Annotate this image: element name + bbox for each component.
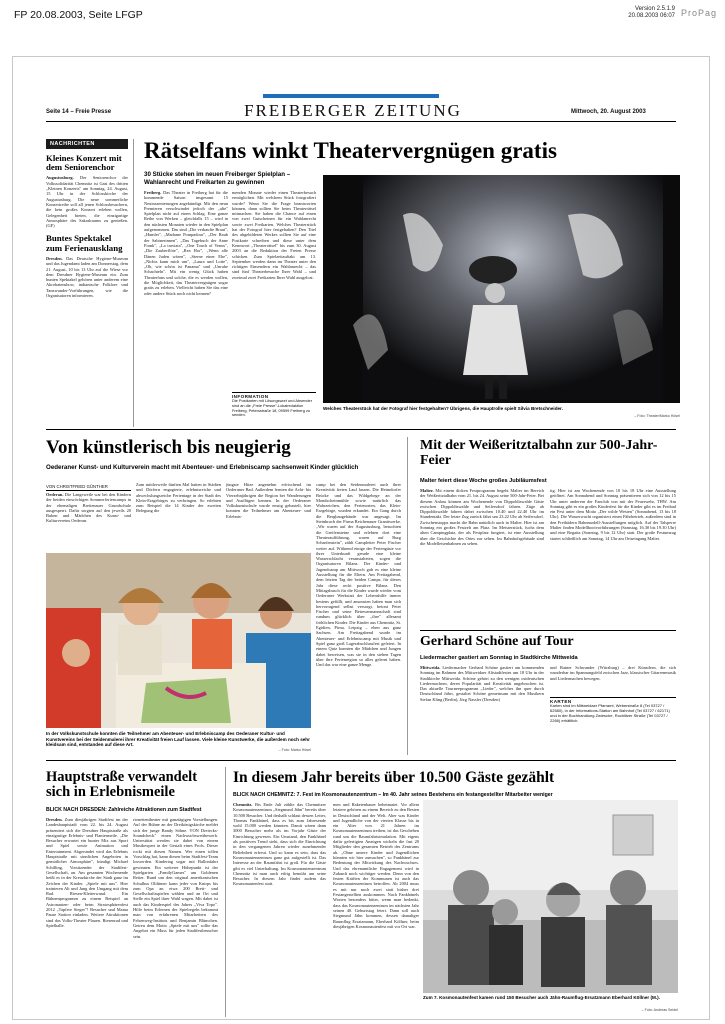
info-text: Die Postkarten mit Lösungswort und Absender sind an die „Freie Presse"-Lokalredaktion Freiberg, Petersstraße 18, 09599 Freiberg zu senden. (232, 398, 313, 418)
masthead-title: FREIBERGER ZEITUNG (244, 101, 462, 120)
silk-photo-caption: In der Volkskunstschule konnten die Teilnehmer am Abenteuer- und Erlebniscamp des Oederaner Kultur- und Kunstvereins bei der Seidenmalerei ihrer Kreativität freien Lauf lassen. Viele kleine Kunstwerke, die außerdem noch sehr kleidsam sind, entstanden auf diese Art. (46, 731, 310, 748)
theater-photo-svg (323, 175, 680, 403)
sidebar-item2-text: Dresden. Das Deutsche Hygiene-Museum und das Jugendamt laden am Donnerstag, dem 21. August, 10 bis 13 Uhr auf die Wiese vor dem Dresdner Hygiene-Museum ein. Zum bunten Spektakel gehören unter anderem eine Akrobatenshow, indianische Folklore und Tanzwunder-Vorführungen, wie die Organisatoren informieren. (46, 255, 128, 298)
second-story-col1: Oederan. Die Langeweile war bei den Kindern der beiden einwöchigen Sommerferiencamps in der ehemaligen Breitenauer Grundschule ausgesperrt. Dafür sorgten auf den jeweils 20 Buben und Mädchen des Kunst- und Kulturvereins Oederan. (46, 492, 131, 524)
right-story2-col1: Mittweida. Liedermacher Gerhard Schöne gastiert am kommenden Sonntag im Rahmen des Mittweidaer Altstadtfestes um 18 Uhr in der Stadtkirche Mittweida. Schöne gehört zu den wenigen ostdeutschen Liedermachern, deren Popularität und Kreativität ungebrochen ist. Das aktuelle Tourneeprogramm „Lieder", welches ihn quer durch Deutschland führt, gestaltet Schöne gemeinsam mit den Musikern Stefan Kling (Berlin), Jörg Nassler (Dresden) (420, 665, 544, 702)
silk-photo-credit: – Foto: Marko Hösel (278, 748, 311, 752)
second-story-col2: Zum mittlerweile fünften Mal hatten in Städten und Dörfern engagierte, erlebnisreiche und abwechslungsreiche Ferientage in der Stadt des Klein-Erzgebirges zu verbringen. So erlebten zum Beispiel die 14 Kinder der zweiten Belegung die (136, 482, 221, 514)
masthead-date: Mittwoch, 20. August 2003 (571, 109, 646, 115)
bottom-right-col1: Chemnitz. Bis Ende Juli zählte das Chemnitzer Kosmonautenzentrum „Siegmund Jähn" bereits über 10.500 Besucher. Und deshalb schlaut dessen Leiter, Thomas Fankhänel, dass es bis zum Jahresende wohl 15.000 werden könnten. Damit wären dann 3000 Besucher mehr als im Vorjahr Gäste der Einrichtung gewesen. Ein Umstand, den Fankhänel als positiven Trend sieht, dass sich die Einrichtung in den vergangenen Jahren wieder zunehmender Beliebtheit erfreut. Und so kann es sein, dass das Kosmonautenzentrum ganz gut aufgestellt ist. Das Interesse an der Raumfahrt ist groß. Für die Gäste gibt es viel Unterhaltung. Im Kosmonautenzentrum Chemnitz ist man auch eifrig bemüht um seine Besucher. In diesem Jahr findet zudem das Kosmonautenfest statt. (233, 802, 326, 887)
tickets-label: KARTEN (550, 697, 676, 704)
sidebar-divider (133, 139, 134, 427)
right-section-rule (420, 630, 676, 631)
top-story-subhead: 30 Stücke stehen im neuen Freiberger Spielplan – Wahlanrecht und Freikarten zu gewinnen (144, 171, 291, 186)
masthead-blue-bar (263, 94, 439, 98)
bottom-right-col2: men und Raketenbauer beheimatet. Vor allem letztere gehören zu einem Bereich zu den Besten in Deutschland und der Welt. Aber was Kinder und Jugendliche von der vierten Klasse bis in ein Alter von 21 Jahren im Kosmonautenzentrum treiben, ist das Geschehen rund um die Raumfahrtsimulation. Mit eigens dafür gefertigten Anzügen wickeln die fast 20 Mitglieder den gesamten Betrieb des Zentrums ab. „Ohne unsere Kinder und Jugendlichen könnten wir hier zumachen", so Fankhänel zur Bedeutung der Mitwirkung des Nachwuchses. Und das ehrenamtliche Engagement wird in Zukunft noch wichtiger werden. Denn von den festen Kräften der Kommunen ist auch das Kosmonautenzentrum betroffen. Ab 2004 muss es mit nur noch zwei statt bisher drei Festangestellten auskommen. Nach Fankhänels Worten besonders bitter, wenn man bedenkt, dass das Kosmonautenzentrum im nächsten Jahr seinen 40. Geburtstag feiert. Dann soll auch Siegmund Jähn kommen, dessen damaliger Raumflug Ersatzmann, Eberhard Köllner, beim diesjährigen Kosmonautenfest mit vor Ort war. (333, 802, 419, 929)
section-rule-1 (46, 429, 676, 430)
top-story-info-box (232, 392, 316, 418)
theater-photo (323, 175, 680, 403)
second-story-subhead: Oederaner Kunst- und Kulturverein macht mit Abenteuer- und Erlebniscamp sachsenweit Kinder glücklich (46, 464, 359, 471)
masthead-rule (46, 121, 676, 122)
theater-photo-caption: Welches Theaterstück hat der Fotograf hier festgehalten? Übrigens, die Hauptrolle spielt Silvia Bretschneider. (323, 406, 563, 411)
bottom-left-headline: Hauptstraße verwandelt sich in Erlebnismeile (46, 769, 198, 801)
second-story-col3: jüngste Hitze angenehm erfrischend im Oederaner Bad. Außerdem lernten die Acht- bis Vierzehnjährigen die Region bei Wanderungen und Ausflügen kennen. In der Oederaner Volkskunstschule wurde emsig gebastelt, hier konnten die Teilnehmer am Abenteuer- und Erlebnis- (226, 482, 311, 519)
pdf-header-left: FP 20.08.2003, Seite LFGP (14, 9, 143, 21)
pdf-header-timestamp: 20.08.2003 06:07 (628, 13, 675, 19)
silk-painting-photo (46, 553, 311, 728)
silk-painting-photo-svg (46, 553, 311, 728)
right-column-divider (407, 437, 408, 755)
section-rule-2 (46, 760, 676, 761)
bottom-right-subhead: BLICK NACH CHEMNITZ: 7. Fest im Kosmonautenzentrum – Im 40. Jahr seines Bestehens ein festangestellter Mitarbeiter weniger (233, 792, 553, 798)
bottom-divider (225, 767, 226, 1017)
masthead-page-label: Seite 14 – Freie Presse (46, 109, 112, 115)
sidebar-item1-title: Kleines Konzert mit dem Seniorenchor (46, 153, 122, 173)
info-label: INFORMATION (232, 392, 316, 399)
sidebar-label: NACHRICHTEN (46, 139, 128, 149)
sidebar-item2-title: Buntes Spektakel zum Ferienausklang (46, 233, 123, 253)
propag-logo: ProPag (680, 8, 717, 18)
newspaper-page (12, 56, 710, 1020)
cosmonaut-photo-credit: – Foto: Andreas Seidel (641, 1008, 678, 1012)
cosmonaut-photo-caption: Zum 7. Kosmonautenfest kamen rund 150 Besucher auch Jähn-Raumflug-Ersatzmann Eberhard Köllner (M.). (423, 995, 660, 1000)
bottom-left-col2: rionettentheater mit ganztägigen Vorstellungen. Auf der Bühne an der Dreikönigskirche meldet sich der junge Randy Söhne. VON Dreiecks-Soundcheck" einen Nachwuchswettbewerb. Unterstützt werden sie dabei von einem Musikexpert in der Gestalt eines Profs. Dieser rockt mit diesen Namen. Wer einen tollen Vorschlag hat, kann diesen beim Stadtfest-Team loswerden. Kindertag sogar mit Ballonfahrt gewinnen. Ein weiterer Höhepunkt ist der Spielgarten „FamilyGames" am Goldenen Reiter. Rund um den original amerikanischen Schulbus Oldtimer kann jeder von Knirps bis zum Opa an etwa 200 Brett- und Gesellschaftsspielen wählen und an Ort und Stelle ein Spiel ihrer Wahl wagen. Mit dabei ist auch das Kinderspiel des Jahres „Viva Topo". Hilfe beim Erlernen der Spielregeln bekommt man von erfahrenen Mitarbeitern des Felsenweg-Instituts und Benjamin Blümchen. Getreu dem Motto „Spiele mit uns" sollte das Angebot ein Muss für jeden Stadtfestbesucher sein. (133, 817, 218, 939)
top-story-col1: Freiberg. Das Theater in Freiberg hat für die kommende Saison insgesamt 15 Neuinszenierungen angekündigt. Mit den neun Premieren verschwindet jedoch der „alte" Spielplan nicht auf einen Schlag. Eine ganze Reihe von Werken – gleichfalls 15 – wird in den nächsten Monaten wieder in den Spielplan aufgenommen. Das sind „Die verkaufte Braut", „Hamlet", „Madame Pompadour", „Der Raub der Sabinerinnen", „Das Tagebuch der Anne Frank", „La traviata", „One Touch of Venus", „Die Zauberflöte", „Rea Hor", „Wenn alle Dänen Juden wären", „Sterne einer Ehe", „Nichts kann mich um", „Laura und Lotte", „Oh, wie schön ist Panama" und „Unruhe Schachteln". Mit ein wenig Glück haben Theaterfans und solche, die es werden wollen, die Möglichkeit, das Theatervergnügen sogar gratis zu erleben. Vielleicht haben Sie das eine oder andere Stück noch nicht kennen? (144, 190, 228, 296)
news-sidebar (46, 139, 128, 298)
right-story1-col2: tig. Hier ist am Wochenende von 10 bis 18 Uhr eine Ausstellung geöffnet. Am Sonnabend und Sonntag präsentieren sich von 12 bis 15 Uhr unter anderem der Fanclub von mit der Feuerwehr, THW. Am Sonntag gibt es ein großes Kinderfest für die Kinder gibt es im Freibad ein Fest unter dem Motto „Der wilde Westen" (Sonnabend, 13 bis 18 Uhr). Die Wasserwacht organisiert einen Fährbetrieb, außerdem sind in den Freibädern Bahnmodell-Ausstellungen möglich. Auf der Talsperre Malter finden Modellbootvorführungen (Samstag, 16.30 bis 19.30 Uhr) und eine Regatta (Sonntag, 9 bis 12 Uhr) statt. Der große Festumzug startet schließlich am Sonntag, 14 Uhr am Ortseingang Malter. (550, 488, 676, 541)
right-story1-headline: Mit der Weißeritztalbahn zur 500-Jahr-Feier (420, 438, 658, 468)
second-story-headline: Von künstlerisch bis neugierig (46, 437, 291, 458)
cosmonaut-photo (423, 800, 678, 993)
pdf-header-version: Version 2.5.1.9 (634, 6, 675, 12)
right-story2-subhead: Liedermacher gastiert am Sonntag in Stadtkirche Mittweida (420, 655, 578, 661)
right-story1-subhead: Malter feiert diese Woche großes Jubiläumsfest (420, 478, 547, 484)
right-story1-col1: Malter. Mit einem dicken Festprogramm begeht Malter im Bereich der Weißeritztalbahn vom 21. bis 24. August seine 500-Jahr-Feier. Bei diesem Anlass können am Wochenende von Dippoldiswalde Gäste zwischen Dippoldiswalde und Seifersdorf fahren. Züge ab Dippoldiswalde fahren dabei zwischen 10.40 und 22.40 Uhr im Stundentakt. Der letzte Zug zurück fährt um 23.22 Uhr ab Seifersdorf. Zwischenstopps macht die Bahn natürlich auch in Malter. Hier ist am Sonntag ein großes Festzelt am Platz. Im Meisterstück, fuchs dem alten Campingplatz, der als Festplatz fungiert, ist eine Ausstellung über die Geschichte des Ortes zur sehen. Im Bahnhofsgebäude sind die Modelleisenbahnen zu sehen. (420, 488, 544, 546)
cosmonaut-photo-svg (423, 800, 678, 993)
right-story2-col2: und Rainer Schwander (Würzburg) – drei Künstlern, die sich wunderbar im Spannungsfeld zwischen Jazz, klassischer Gitarrenmusik und Liedermachen bewegen. (550, 665, 676, 681)
second-story-byline: VON CHRISTFRIED GÜNTHER (46, 484, 131, 491)
bottom-right-headline: In diesem Jahr bereits über 10.500 Gäste gezählt (233, 769, 555, 786)
right-story2-headline: Gerhard Schöne auf Tour (420, 634, 574, 649)
top-story-headline: Rätselfans winkt Theatervergnügen gratis (144, 138, 557, 163)
theater-photo-credit: – Foto: Theater/Marko Hösel (634, 414, 680, 418)
bottom-left-subhead: BLICK NACH DRESDEN: Zahlreiche Attraktionen zum Stadtfest (46, 807, 202, 813)
tickets-text: Karten sind im Mittweidaer Pfarramt, Weberstraße 8 (Tel 03727 / 62580), in der Informations-Station am Bahnhof (Tel 03727 / 62171) und in der Buchhandlung Zwiesche, Rochlitzer Straße (Tel 03727 / 2266) erhältlich. (550, 703, 670, 723)
top-story-col2: menden Monate wieder einen Theaterbesuch ermöglichen. Mit welchem Stück fotografiert wurde? Wenn Sie die Frage beantworten können, dann sollten Sie beim Theaterrätsel mitmachen. Sie haben die Chance auf einen von zwei Gutscheinen für ein Wahlanrecht sowie zwei Freikarten. Welches Theaterstück hat der Fotograf hier festgehalten? Den Titel des abgebildeten Werkes sollten Sie auf eine Postkarte schreiben und diese unter dem Kennwort „Theaterrätsel" bis zum 30. August 2003 an die Redaktion der Freien Presse schicken. Zum Spielzeitauftakt am 13. September werden dann im Theater unter den richtigen Einsendern ein Wahlanrecht – das sind fünf Theaterbesuche Ihrer Wahl – und zweimal zwei Freikarten Ihrer Wahl ausgelost. (232, 190, 316, 280)
sidebar-item1-text: Augustusburg. Der Seniorenchor der Volkssolidarität Chemnitz ist Gast des dritten „Kleinen Konzerts" am Sonntag, 24. August, 15 Uhr in der Schlosskirche der Augustusburg. Die neue sommerliche Konzertreihe soll all jenen Schlossbesuchern, die kein großes Konzert erleben wollen, Gelegenheit bieten, die einzigartige Atmosphäre des Sakralraums zu genießen. (GF) (46, 175, 128, 229)
second-story-col4: camp bei den Seidenmalerei auch ihrer Kreativität freien Lauf lassen. Die Heimdorfer Brücke und das Wildgehege an der Mondscheinmühle sowie natürlich das Wahrzeichen, den Ferienorten, das Klein-Erzgebirge, wurden erkundet. Ein Gang durch die Bergbaugebäude war angesagt. Im Steinbruch der Firma Reichenauer Granitwerke. „Wir waren auf der Augustusburg, besuchten die Greifensteine und erlebten dort eine Theateraufführung, waren auf Burg Scharfenstein", zählt Campleiter Peter Fischer weiter auf. Während einige der Feriengäste vor ihrer Unterkunft gerade eine kleine Wasserschlacht veranstalteten, zogen die Organisatoren Bilanz. Der Kinder- und Jugendcamp am Mittwoch gab es eine kleine Ausstellung für die Eltern. Am Freitagabend, dem letzten Tag der beiden Camps, für dieses Jahr diese recht positive Bilanz. Den Mittagsbusch für die Kinder wurde wieder vom Oederaner Werkstatt der Lebenshilfe immer bestens gefüllt, und ansonsten haben man sich hervorragend selbst versorgt, betont Peter Fischer und seine Betreuermannschaft sind rundum glücklich über „ihre" allesamt fröhlichen Kinder. Die Kinder aus Chemnitz, St. Egidien, Pirna, Leipzig – eben aus ganz Sachsen. Am Freitagabend wurde im Abenteuer- und Erlebniscamp mit Musik und Spiel ganz groß Lagerabschlussfest gefeiert. In einem Quiz konnten die Mädchen und Jungen dabei beweisen, was sie in den sieben Tagen über ihre Ferienregion so alles gelernt haben. Und das war eine ganze Menge. (316, 482, 401, 668)
tickets-box (550, 697, 676, 724)
bottom-left-col1: Dresden. Zum diesjährigen Stadtfest im der Landeshauptstadt vom 22. bis 24. August präsentiert sich die Dresdner Hauptstraße als einzigartige Erlebnis- und Flaniermeile. „Die Besucher erwartet ein bunter Mix aus Sport und Spiel sowie Animation und Entertainment. Abgerundet wird das Erlebnis Hauptstraße mit sinnlichen Angeboten in gemütlicher Atmosphäre", kündigt Michael Schilling, Vorsitzender der Stadtfest-Gesellschaft, an. Am gesamten Wochenende heißt es in der Kreuzkirche der Stadt ganz im Zeichen der Kinder. „Spiele mit uns". Hier trainieren Alt und Jung den Umgang mit dem Rad. Riesen-Kletterwand. Ein Bühnenprogramm zu einem Beispiel an Astronauten- oder beim Stratosphärenfest 2012 „Tapfere Sieger"! Besucher und Mama Pause Station einladen. Weitere Attraktionen sind das Volks-Theater Plauen. Riesenrad und Spielhalle. (46, 817, 128, 928)
